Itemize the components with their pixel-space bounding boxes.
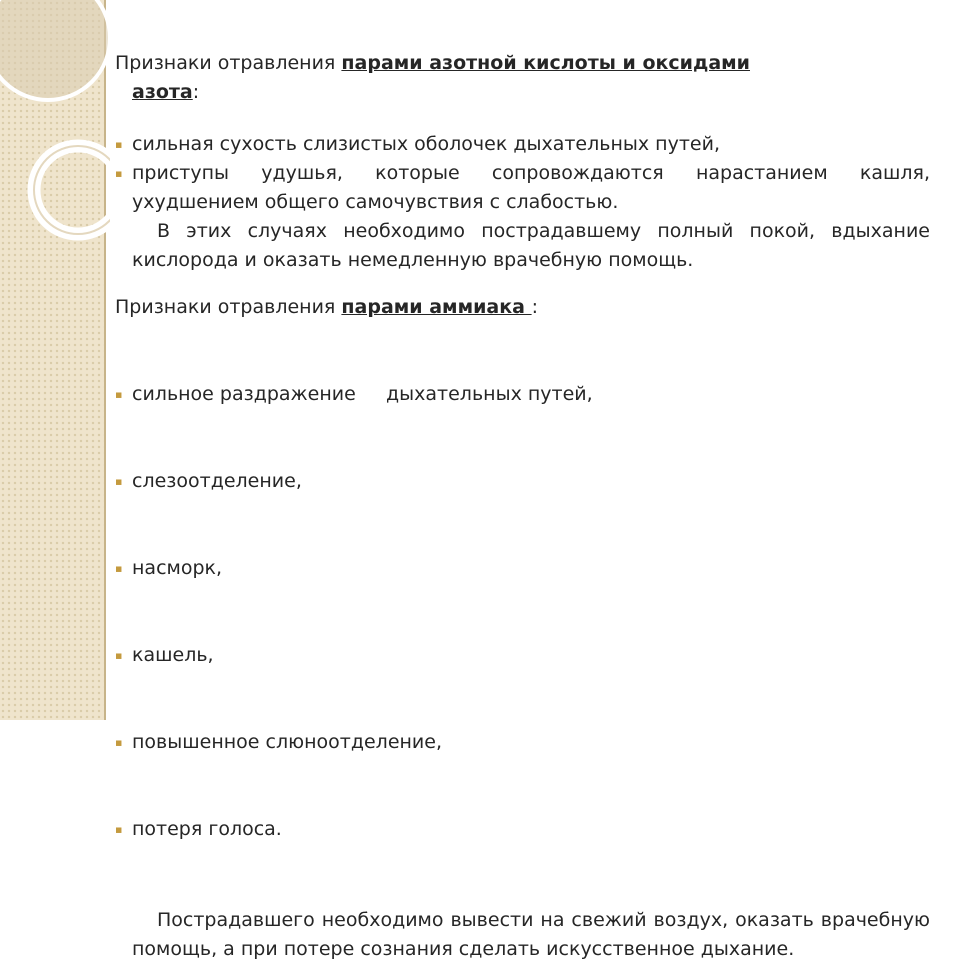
decorative-rings <box>0 0 110 720</box>
section-heading-ammonia <box>115 293 930 322</box>
heading-lead-text: Признаки отравления <box>115 296 342 318</box>
bullet-icon: ▪ <box>115 475 123 488</box>
list-item: ▪ сильное раздражение дыхательных путей, <box>115 380 930 409</box>
heading-colon: : <box>192 81 200 103</box>
bullet-icon: ▪ <box>115 388 123 401</box>
list-item: ▪ сильная сухость слизистых оболочек дыхательных путей, <box>115 130 930 159</box>
bullet-icon: ▪ <box>115 649 123 662</box>
heading-highlight-text: парами аммиака <box>341 296 532 318</box>
heading-colon: : <box>531 296 538 318</box>
bullet-icon: ▪ <box>115 736 123 749</box>
bullet-icon: ▪ <box>115 167 123 180</box>
list-item: ▪ насморк, <box>115 554 930 583</box>
bullet-icon: ▪ <box>115 562 123 575</box>
symptom-list-ammonia <box>115 322 930 902</box>
first-aid-paragraph-ammonia: Пострадавшего необходимо вывести на свежий воздух, оказать врачебную помощь, а при потере сознания сделать искусственное дыхание. <box>132 909 930 960</box>
list-item: ▪ потеря голоса. <box>115 815 930 844</box>
symptom-list-nitric <box>115 130 930 217</box>
heading-lead-text: Признаки отравления <box>115 52 342 74</box>
heading-highlight-text: азота <box>132 81 193 103</box>
slide-content <box>115 49 930 964</box>
section-heading-nitric <box>115 49 930 107</box>
first-aid-paragraph-nitric: В этих случаях необходимо пострадавшему полный покой, вдыхание кислорода и оказать немедленную врачебную помощь. <box>132 220 930 271</box>
list-item: ▪ кашель, <box>115 641 930 670</box>
bullet-icon: ▪ <box>115 823 123 836</box>
list-item: ▪ повышенное слюноотделение, <box>115 728 930 757</box>
heading-highlight-text: парами азотной кислоты и оксидами <box>341 52 750 74</box>
list-item: ▪ приступы удушья, которые сопровождаются нарастанием кашля, ухудшением общего самочувствия с слабостью. <box>115 159 930 217</box>
list-item: ▪ слезоотделение, <box>115 467 930 496</box>
bullet-icon: ▪ <box>115 138 123 151</box>
